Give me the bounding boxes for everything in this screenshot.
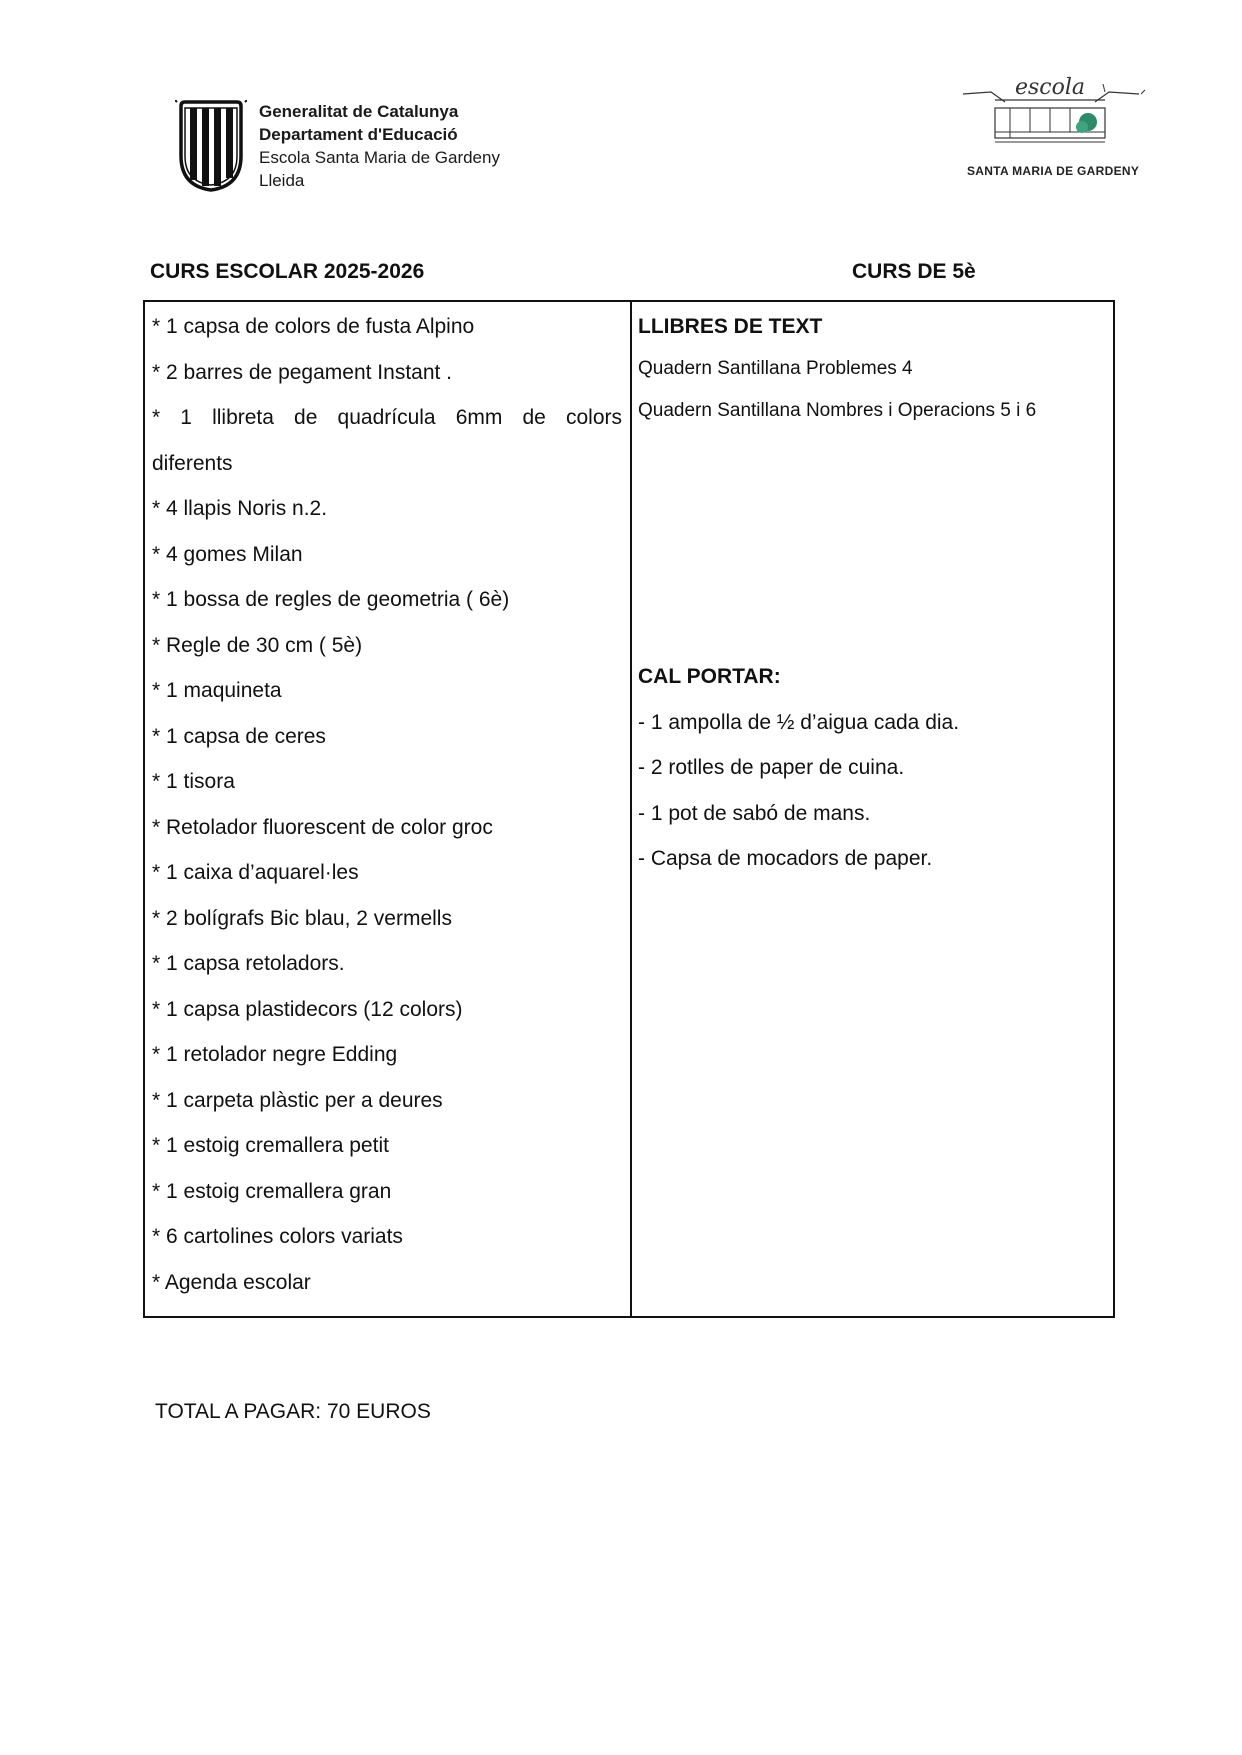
school-logo-icon (955, 72, 1155, 157)
course-level: CURS DE 5è (852, 260, 976, 283)
material-item: * 1 capsa de ceres (152, 724, 326, 748)
book-item: Quadern Santillana Nombres i Operacions 5 i 6 (638, 400, 1037, 421)
material-item: * 4 llapis Noris n.2. (152, 497, 328, 520)
material-item: * 1 caixa d’aquarel·les (152, 861, 359, 884)
bring-item: - 1 pot de sabó de mans. (638, 801, 871, 825)
material-item: * 2 bolígrafs Bic blau, 2 vermells (152, 906, 452, 930)
book-item: Quadern Santillana Problemes 4 (638, 358, 913, 379)
material-item: * 6 cartolines colors variats (152, 1225, 403, 1248)
books-and-supplies-column (632, 302, 1113, 1316)
institution-line: Escola Santa Maria de Gardeny (259, 148, 500, 167)
material-item: * 1 retolador negre Edding (152, 1043, 398, 1066)
institution-line: Generalitat de Catalunya (259, 102, 459, 121)
material-item: * 1 capsa de colors de fusta Alpino (152, 315, 475, 338)
bring-list (638, 706, 959, 876)
material-item: * 4 gomes Milan (152, 542, 303, 566)
institution-header (175, 100, 575, 192)
material-item: * 1 llibreta de quadrícula 6mm de colors (152, 406, 622, 429)
bring-item: - 1 ampolla de ½ d’aigua cada dia. (638, 710, 960, 734)
material-item: * 1 capsa plastidecors (12 colors) (152, 997, 463, 1021)
school-logo-name: SANTA MARIA DE GARDENY (967, 164, 1140, 178)
institution-name-block (259, 100, 500, 192)
material-item: * 1 estoig cremallera petit (152, 1134, 389, 1157)
material-item: * 1 carpeta plàstic per a deures (152, 1088, 443, 1112)
school-logo-block (955, 72, 1155, 182)
material-item: * 1 maquineta (152, 679, 282, 702)
material-item: * Agenda escolar (152, 1270, 311, 1294)
books-list (638, 352, 1107, 427)
books-title: LLIBRES DE TEXT (638, 315, 823, 338)
institution-line: Departament d'Educació (259, 125, 458, 144)
materials-table (143, 300, 1115, 1318)
material-item: diferents (152, 451, 233, 475)
material-item: * 1 bossa de regles de geometria ( 6è) (152, 588, 510, 611)
school-logo-script: escola (1015, 75, 1086, 100)
material-item: * 1 tisora (152, 770, 235, 793)
bring-title: CAL PORTAR: (638, 665, 781, 688)
total-amount: TOTAL A PAGAR: 70 EUROS (155, 1400, 431, 1423)
course-year: CURS ESCOLAR 2025-2026 (150, 260, 425, 283)
material-item: * 1 capsa retoladors. (152, 952, 345, 975)
material-item: * Retolador fluorescent de color groc (152, 815, 493, 839)
material-item: * 2 barres de pegament Instant . (152, 360, 453, 384)
bring-item: - Capsa de mocadors de paper. (638, 847, 933, 870)
material-item: * Regle de 30 cm ( 5è) (152, 633, 363, 657)
bring-item: - 2 rotlles de paper de cuina. (638, 756, 905, 779)
bring-block (638, 660, 959, 875)
generalitat-logo-icon (175, 100, 247, 192)
institution-line: Lleida (259, 171, 305, 190)
material-item: * 1 estoig cremallera gran (152, 1179, 392, 1203)
materials-list (145, 302, 632, 1316)
